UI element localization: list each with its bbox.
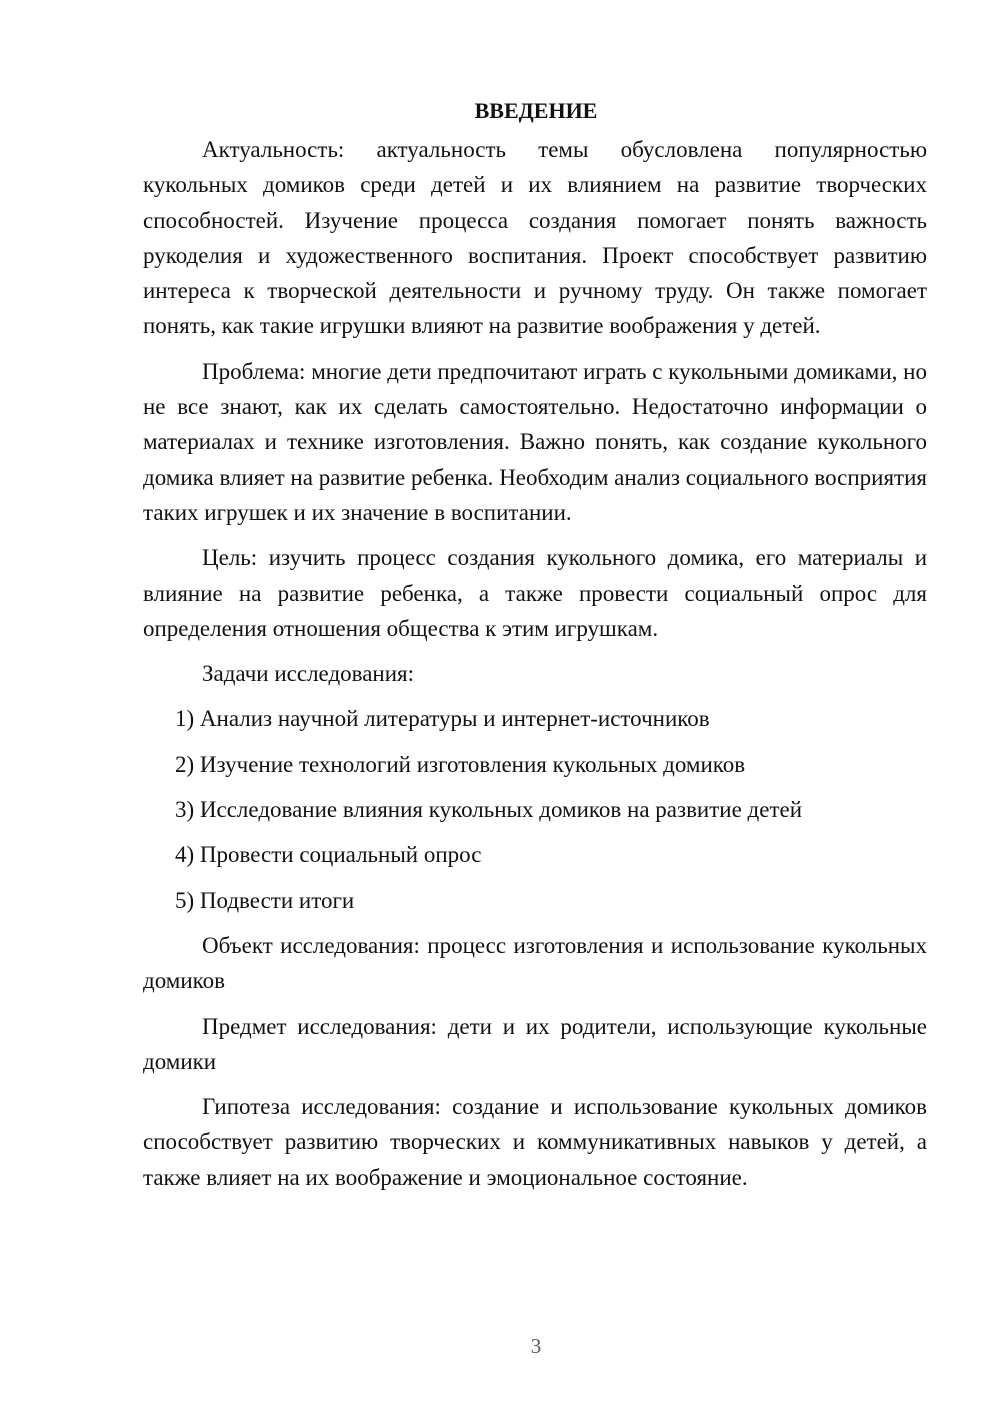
page-content (143, 93, 927, 1205)
tasks-title: Задачи исследования: (202, 661, 415, 687)
task-item: 3) Исследование влияния кукольных домиков на развитие детей (175, 797, 803, 823)
task-item: 5) Подвести итоги (175, 887, 355, 913)
hypothesis-paragraph: Гипотеза исследования: создание и использование кукольных домиков способствует развитию творческих и коммуникативных навыков у детей, а также влияет на их воображение и эмоциональное состояние. (143, 1094, 927, 1190)
section-heading: ВВЕДЕНИЕ (474, 98, 598, 123)
problem-paragraph: Проблема: многие дети предпочитают играть с кукольными домиками, но не все знают, как их сделать самостоятельно. Недостаточно информации о материалах и технике изготовления. Важно понять, как создание кукольного домика влияет на развитие ребенка. Необходим анализ социального восприятия таких игрушек и их значение в воспитании. (143, 358, 927, 525)
goal-paragraph: Цель: изучить процесс создания кукольного домика, его материалы и влияние на развитие ребенка, а также провести социальный опрос для определения отношения общества к этим игрушкам. (143, 545, 927, 641)
page-number: 3 (530, 1334, 542, 1358)
object-paragraph: Объект исследования: процесс изготовления и использование кукольных домиков (143, 932, 927, 994)
task-item: 4) Провести социальный опрос (175, 842, 482, 868)
subject-paragraph: Предмет исследования: дети и их родители, использующие кукольные домики (143, 1013, 927, 1074)
task-item: 1) Анализ научной литературы и интернет-источников (175, 706, 710, 732)
relevance-paragraph: Актуальность: актуальность темы обусловлена популярностью кукольных домиков среди детей и их влиянием на развитие творческих способностей. Изучение процесса создания помогает понять важность рукоделия и художественного воспитания. Проект способствует развитию интереса к творческой деятельности и ручному труду. Он также помогает понять, как такие игрушки влияют на развитие воображения у детей. (143, 137, 927, 339)
task-item: 2) Изучение технологий изготовления кукольных домиков (175, 751, 746, 777)
task-list (143, 701, 927, 917)
